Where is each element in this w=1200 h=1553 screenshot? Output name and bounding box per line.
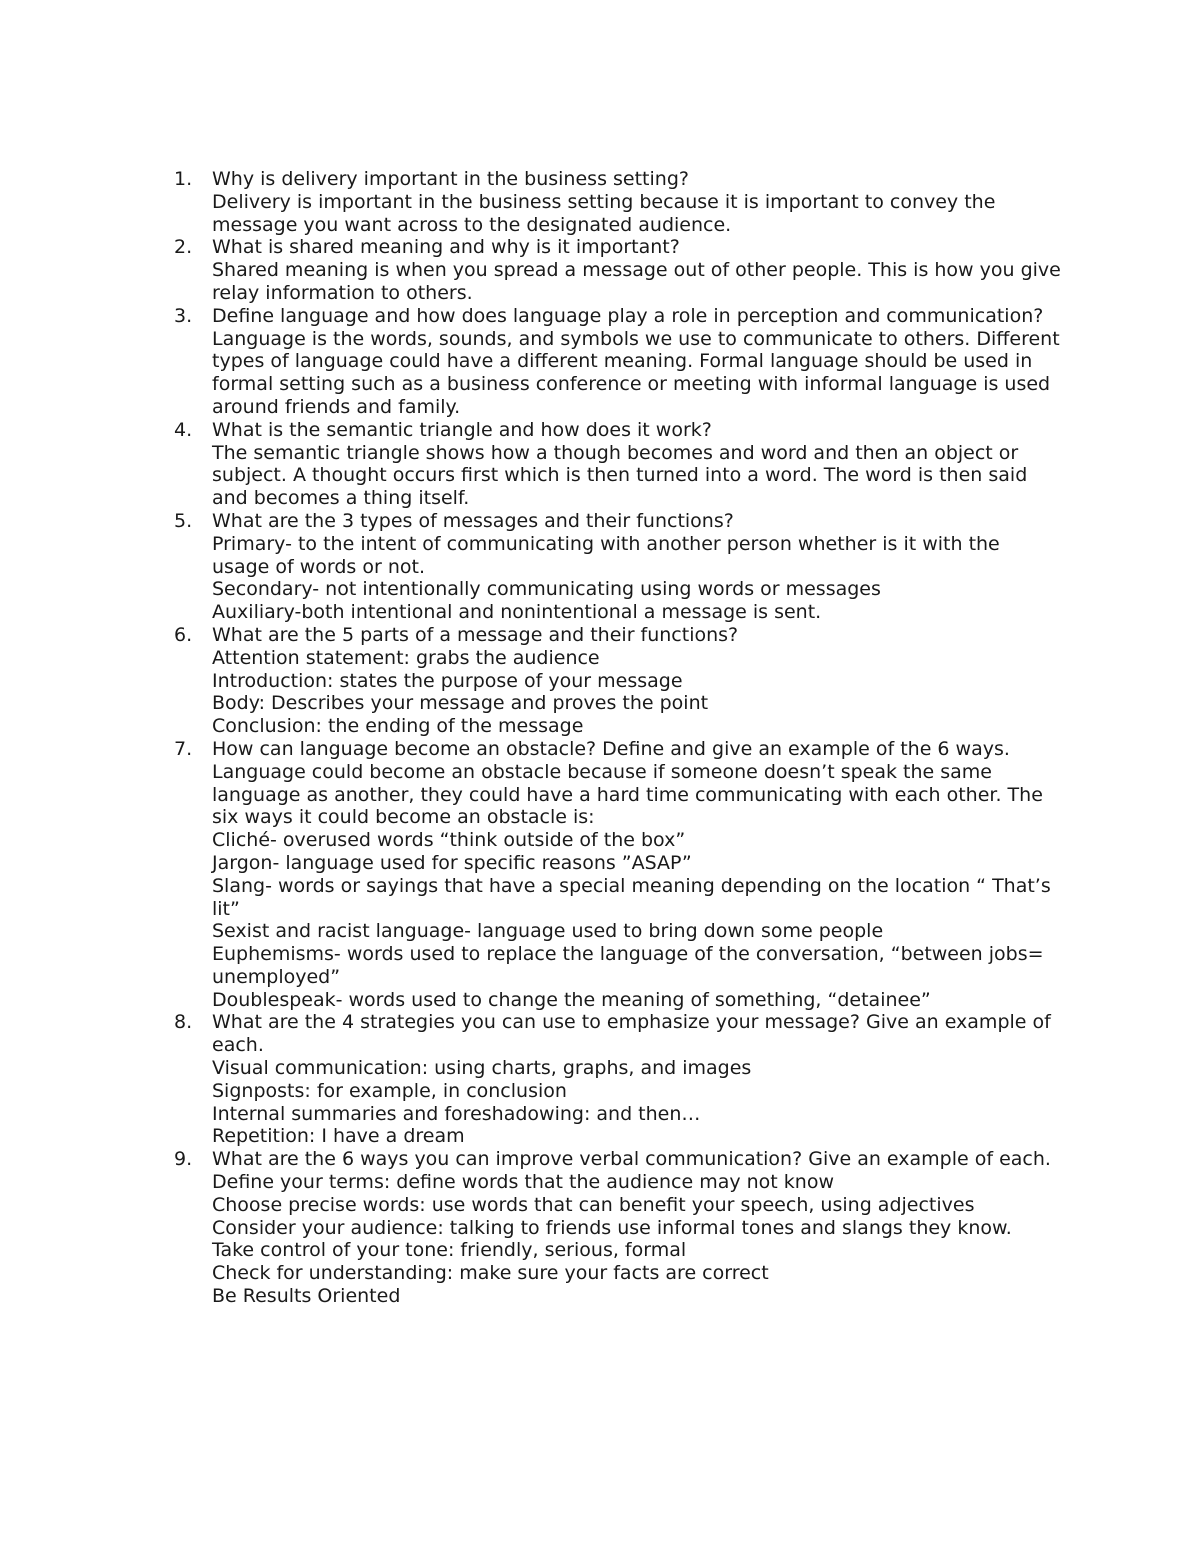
answer-text: Cliché- overused words “think outside of the box” [212,829,686,852]
item-number: 3. [174,304,193,327]
list-item [174,168,1062,236]
item-number: 8. [174,1011,193,1034]
question-text: What are the 4 strategies you can use to emphasize your message? Give an example of each. [212,1011,1051,1057]
answer-text: Take control of your tone: friendly, serious, formal [212,1239,687,1262]
list-item [174,418,1062,510]
answer-text: Internal summaries and foreshadowing: and then… [212,1102,701,1125]
question-text: What are the 5 parts of a message and their functions? [212,623,739,646]
answer-text: Body: Describes your message and proves the point [212,692,709,715]
answer-text: Sexist and racist language- language used to bring down some people [212,920,884,943]
answer-text: Signposts: for example, in conclusion [212,1079,567,1102]
question-text: Define language and how does language play a role in perception and communication? [212,304,1044,327]
answer-text: Euphemisms- words used to replace the language of the conversation, “between jobs= unemployed” [212,943,1044,988]
answer-text: Visual communication: using charts, graphs, and images [212,1057,752,1080]
list-item [174,304,1062,419]
answer-text: Language could become an obstacle because if someone doesn’t speak the same language as another, they could have a hard time communicating with each other. The six ways it could become an obstacle is: [212,760,1043,829]
question-text: What is the semantic triangle and how does it work? [212,418,712,441]
question-text: What is shared meaning and why is it important? [212,236,680,259]
answer-text: The semantic triangle shows how a though becomes and word and then an object or subject. A thought occurs first which is then turned into a word. The word is then said and becomes a thing itself. [212,441,1028,510]
item-number: 4. [174,418,193,441]
answer-text: Repetition: I have a dream [212,1125,465,1148]
item-number: 7. [174,737,193,760]
question-answer-list [174,168,1062,1308]
list-item [174,1011,1062,1148]
list-item [174,236,1062,304]
question-text: What are the 6 ways you can improve verbal communication? Give an example of each. [212,1148,1051,1171]
answer-text: Attention statement: grabs the audience [212,646,600,669]
item-number: 1. [174,168,193,190]
answer-text: Doublespeak- words used to change the meaning of something, “detainee” [212,988,931,1011]
answer-text: Consider your audience: talking to friends use informal tones and slangs they know. [212,1216,1012,1239]
answer-text: Jargon- language used for specific reasons ”ASAP” [212,851,692,874]
answer-text: Delivery is important in the business setting because it is important to convey the message you want across to the designated audience. [212,190,996,236]
answer-text: Secondary- not intentionally communicating using words or messages [212,578,881,601]
question-text: What are the 3 types of messages and their functions? [212,509,734,532]
answer-text: Check for understanding: make sure your facts are correct [212,1262,769,1285]
list-item [174,737,1062,1012]
answer-text: Auxiliary-both intentional and nonintentional a message is sent. [212,601,822,624]
question-text: Why is delivery important in the business setting? [212,168,689,190]
question-text: How can language become an obstacle? Define and give an example of the 6 ways. [212,737,1010,760]
answer-text: Slang- words or sayings that have a special meaning depending on the location “ That’s lit” [212,874,1051,920]
item-number: 2. [174,236,193,259]
item-number: 9. [174,1148,193,1171]
answer-text: Conclusion: the ending of the message [212,715,584,738]
answer-text: Define your terms: define words that the audience may not know [212,1171,834,1194]
answer-text: Be Results Oriented [212,1285,401,1308]
list-item [174,623,1062,738]
answer-text: Introduction: states the purpose of your message [212,669,683,692]
answer-text: Primary- to the intent of communicating with another person whether is it with the usage of words or not. [212,532,1000,578]
item-number: 5. [174,509,193,532]
answer-text: Language is the words, sounds, and symbols we use to communicate to others. Different types of language could have a different meaning. Formal language should be used in formal setting such as a business conference or meeting with informal language is used around friends and family. [212,327,1060,418]
list-item [174,1148,1062,1308]
item-number: 6. [174,623,193,646]
list-item [174,509,1062,624]
answer-text: Choose precise words: use words that can benefit your speech, using adjectives [212,1193,975,1216]
answer-text: Shared meaning is when you spread a message out of other people. This is how you give relay information to others. [212,259,1061,304]
